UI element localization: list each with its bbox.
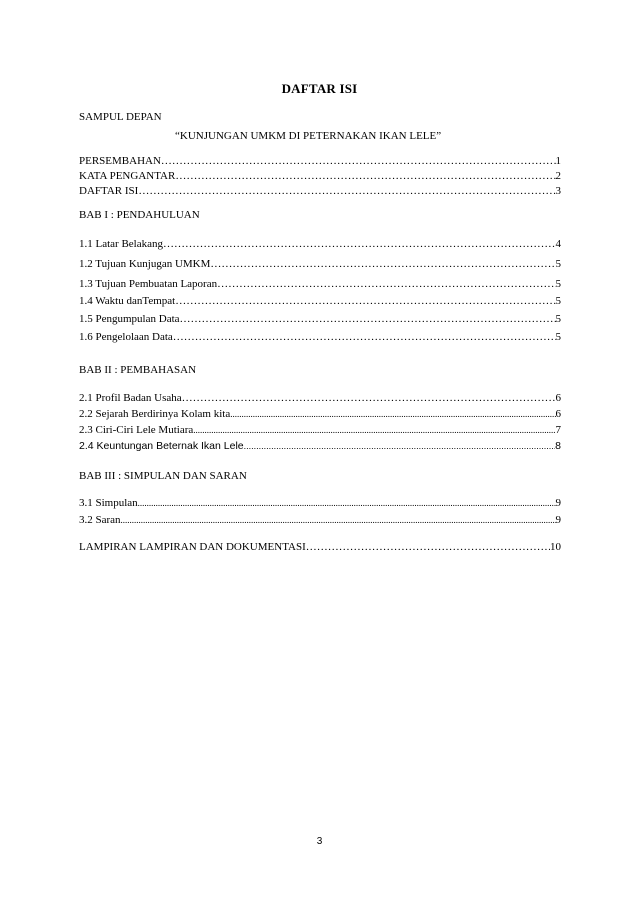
toc-entry	[79, 408, 561, 421]
toc-dot-leader	[244, 440, 556, 453]
toc-entry	[79, 278, 561, 291]
toc-entry-label: 1.5 Pengumpulan Data	[79, 313, 180, 325]
toc-entry-label: 3.2 Saran	[79, 514, 121, 526]
toc-entry-label: 1.4 Waktu danTempat	[79, 295, 176, 307]
toc-entry-label: 1.1 Latar Belakang	[79, 238, 163, 250]
toc-dot-leader	[161, 155, 556, 168]
toc-dot-leader	[163, 238, 556, 251]
toc-entry-page: 5	[555, 258, 561, 270]
page-title: DAFTAR ISI	[281, 81, 358, 96]
toc-dot-leader	[230, 408, 555, 421]
chapter-heading: BAB I : PENDAHULUAN	[79, 209, 200, 221]
toc-entry-page: 5	[555, 278, 561, 290]
toc-dot-leader	[180, 313, 556, 326]
toc-entry	[79, 424, 561, 437]
toc-entry-page: 3	[555, 185, 561, 197]
toc-entry	[79, 185, 561, 198]
toc-dot-leader	[210, 258, 555, 271]
toc-entry	[79, 497, 561, 510]
toc-entry-label: 1.3 Tujuan Pembuatan Laporan	[79, 278, 218, 290]
toc-entry-page: 9	[555, 497, 561, 509]
toc-entry	[79, 514, 561, 527]
toc-entry-label: DAFTAR ISI	[79, 185, 139, 197]
toc-entry	[79, 238, 561, 251]
toc-dot-leader	[306, 541, 550, 554]
cover-subtitle: “KUNJUNGAN UMKM DI PETERNAKAN IKAN LELE”	[175, 130, 442, 142]
toc-entry-label: 2.1 Profil Badan Usaha	[79, 392, 182, 404]
chapter-heading: BAB III : SIMPULAN DAN SARAN	[79, 470, 247, 482]
toc-entry-page: 6	[555, 408, 561, 420]
toc-entry	[79, 258, 561, 271]
toc-entry-label: 1.6 Pengelolaan Data	[79, 331, 173, 343]
toc-entry	[79, 331, 561, 344]
toc-entry-label: LAMPIRAN LAMPIRAN DAN DOKUMENTASI	[79, 541, 306, 553]
toc-entry	[79, 295, 561, 308]
cover-label: SAMPUL DEPAN	[79, 111, 162, 123]
chapter-heading: BAB II : PEMBAHASAN	[79, 364, 197, 376]
toc-entry-page: 6	[555, 392, 561, 404]
toc-entry	[79, 170, 561, 183]
toc-dot-leader	[175, 295, 555, 308]
toc-entry-label: 2.2 Sejarah Berdirinya Kolam kita	[79, 408, 231, 420]
toc-dot-leader	[138, 497, 556, 510]
toc-dot-leader	[121, 514, 556, 527]
toc-entry-page: 4	[555, 238, 561, 250]
toc-entry	[79, 155, 561, 168]
toc-entry-page: 9	[555, 514, 561, 526]
toc-dot-leader	[217, 278, 555, 291]
toc-dot-leader	[182, 392, 556, 405]
toc-entry-label: 3.1 Simpulan	[79, 497, 138, 509]
toc-dot-leader	[173, 331, 556, 344]
toc-dot-leader	[193, 424, 555, 437]
toc-entry	[79, 313, 561, 326]
toc-entry-page: 7	[555, 424, 561, 436]
toc-dot-leader	[138, 185, 555, 198]
toc-entry-label: KATA PENGANTAR	[79, 170, 176, 182]
toc-entry-page: 1	[555, 155, 561, 167]
toc-entry-label: 2.4 Keuntungan Beternak Ikan Lele	[79, 440, 244, 452]
toc-entry-page: 5	[555, 331, 561, 343]
toc-entry	[79, 541, 561, 554]
toc-dot-leader	[175, 170, 555, 183]
toc-entry-label: 2.3 Ciri-Ciri Lele Mutiara	[79, 424, 194, 436]
toc-entry-label: 1.2 Tujuan Kunjugan UMKM	[79, 258, 211, 270]
toc-entry-page: 5	[555, 295, 561, 307]
toc-entry-page: 2	[555, 170, 561, 182]
toc-entry-label: PERSEMBAHAN	[79, 155, 161, 167]
page-number: 3	[316, 836, 323, 847]
toc-entry	[79, 440, 561, 453]
toc-entry-page: 5	[555, 313, 561, 325]
toc-entry-page: 10	[550, 541, 561, 553]
toc-entry-page: 8	[555, 440, 561, 452]
toc-entry	[79, 392, 561, 405]
